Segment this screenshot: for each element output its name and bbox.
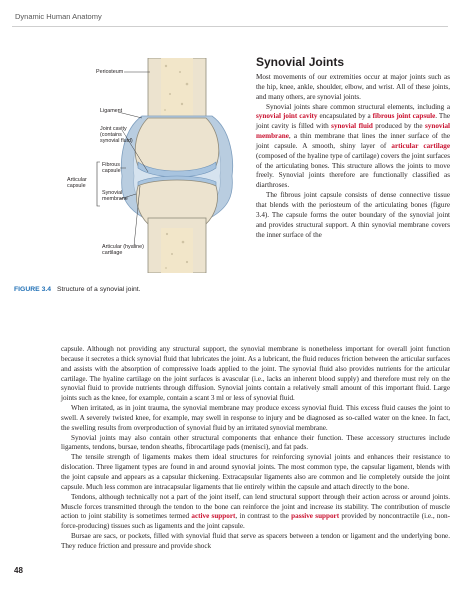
key-term: active support	[191, 512, 236, 521]
synovial-joint-figure	[62, 58, 248, 273]
paragraph-text: Most movements of our extremities occur at major joints such as the hip, knee, ankle, shoulder, elbow, and wrist. All of these joints, and many others, are synovial joints.	[256, 73, 450, 101]
paragraph-text: encapsulated by a	[317, 112, 373, 121]
paragraph	[256, 73, 450, 103]
key-term: passive support	[291, 512, 340, 521]
section-title: Synovial Joints	[256, 55, 345, 69]
figure-number: FIGURE 3.4	[14, 286, 52, 293]
paragraph	[256, 103, 450, 192]
figure-caption-text: Structure of a synovial joint.	[57, 286, 141, 293]
key-term: fibrous joint capsule	[372, 112, 436, 121]
paragraph-text: , a thin membrane that lines the inner surface of the joint capsule. A smooth, shiny layer of	[256, 132, 450, 150]
page-number: 48	[14, 566, 23, 575]
paragraph-text: provided by noncontractile (i.e., non-force-producing) tissues such as ligaments and the joint capsule.	[61, 512, 450, 531]
lower-bone-marrow	[161, 228, 193, 273]
paragraph-text: (composed of the hyaline type of cartilage) covers the joint surfaces of the articulating bones. This structure allows the joints to move freely. Synovial joints therefore are functionally classified as diarthroses.	[256, 151, 450, 190]
paragraph-text: produced by the	[372, 122, 426, 131]
label-ligament: Ligament	[100, 108, 123, 114]
synovial-joint-illustration	[62, 58, 248, 273]
paragraph-text: Synovial joints may also contain other structural components that enhance their function. These accessory structures include ligaments, tendons, bursae, tendon sheaths, fibrocartilage pads (menisci), and fat pads.	[61, 433, 450, 452]
paragraph	[61, 404, 450, 434]
paragraph-text: capsule. Although not providing any structural support, the synovial membrane is nonetheless important for overall joint function because it secretes a thick synovial fluid that lubricates the joint. As a lubricant, the fluid reduces friction between the articular surfaces and assists with the absorption of compressive loads applied to the joint. The synovial fluid also provides nutrients for the articular cartilage. The hyaline cartilage on the joint surfaces is avascular (i.e., lacks an inherent blood supply) and therefore must rely on the synovial fluid to provide nutrients through diffusion. Synovial joints contain a relatively small amount of this important fluid. Large joints such as the knee, for example, contain a scant 3 ml or less of synovial fluid.	[61, 345, 450, 403]
key-term: synovial fluid	[331, 122, 373, 131]
paragraph	[61, 532, 450, 552]
paragraph-text: , in contrast to the	[235, 512, 292, 521]
label-periosteum: Periosteum	[96, 69, 124, 75]
paragraph	[61, 493, 450, 532]
articular-capsule-bracket	[97, 162, 100, 206]
key-term: articular cartilage	[391, 141, 451, 150]
label-articular-capsule: Articular capsule	[67, 177, 87, 189]
key-term: synovial joint cavity	[256, 112, 318, 121]
paragraph-text: Bursae are sacs, or pockets, filled with synovial fluid that serve as spacers between a tendon or ligament and the underlying bone. They reduce friction and pressure and provide shock	[61, 532, 450, 550]
upper-bone-head	[135, 118, 219, 174]
paragraph-text: . The joint cavity is filled with	[256, 112, 450, 131]
paragraph	[61, 345, 450, 404]
header-rule	[12, 26, 448, 27]
label-joint-cavity: Joint cavity (contains synovial fluid)	[100, 126, 133, 144]
label-articular-cartilage: Articular (hyaline) cartilage	[102, 244, 144, 256]
paragraph-text: Synovial joints share common structural elements, including a	[266, 102, 450, 111]
paragraph	[256, 191, 450, 240]
label-fibrous-capsule: Fibrous capsule	[102, 162, 121, 174]
key-term: synovial membrane	[256, 122, 451, 141]
paragraph-text: When irritated, as in joint trauma, the synovial membrane may produce excess synovial fluid. This excess fluid causes the joint to swell. A severely twisted knee, for example, may swell in response to injury and be diagnosed as so-called water on the knee. In fact, the swelling results from overproduction of synovial fluid by an irritated synovial membrane.	[61, 404, 450, 432]
running-head: Dynamic Human Anatomy	[15, 12, 102, 21]
paragraph	[61, 434, 450, 454]
column-text	[256, 73, 450, 240]
paragraph-text: The fibrous joint capsule consists of dense connective tissue that blends with the periosteum of the articulating bones (figure 3.4). The capsule forms the outer boundary of the synovial joint and provides structural support. A thin synovial membrane covers the inner surface of the	[256, 191, 450, 239]
lower-bone-head	[136, 180, 217, 224]
paragraph-text: Tendons, although technically not a part of the joint itself, can lend structural support through their action across or around joints. Muscle forces transmitted through the tendon to the bone can reinforce the joint and increase its stability. The contribution of muscle action to joint stability is sometimes termed	[61, 492, 450, 521]
body-text	[61, 345, 450, 552]
paragraph-text: The tensile strength of ligaments makes them ideal structures for reinforcing synovial joints and enhances their resistance to dislocation. Three ligament types are found in and around synovial joints. The most common type, the capsular ligament, blends with the joint capsule and appears as a capsular thickening. Extracapsular ligaments also are common and lie completely outside the joint capsule. Much less common are intracapsular ligaments that lie entirely within the capsule and attach directly to the bone.	[61, 453, 450, 491]
figure-caption	[14, 286, 254, 293]
label-synovial-membrane: Synovial membrane	[102, 190, 128, 202]
paragraph	[61, 453, 450, 492]
